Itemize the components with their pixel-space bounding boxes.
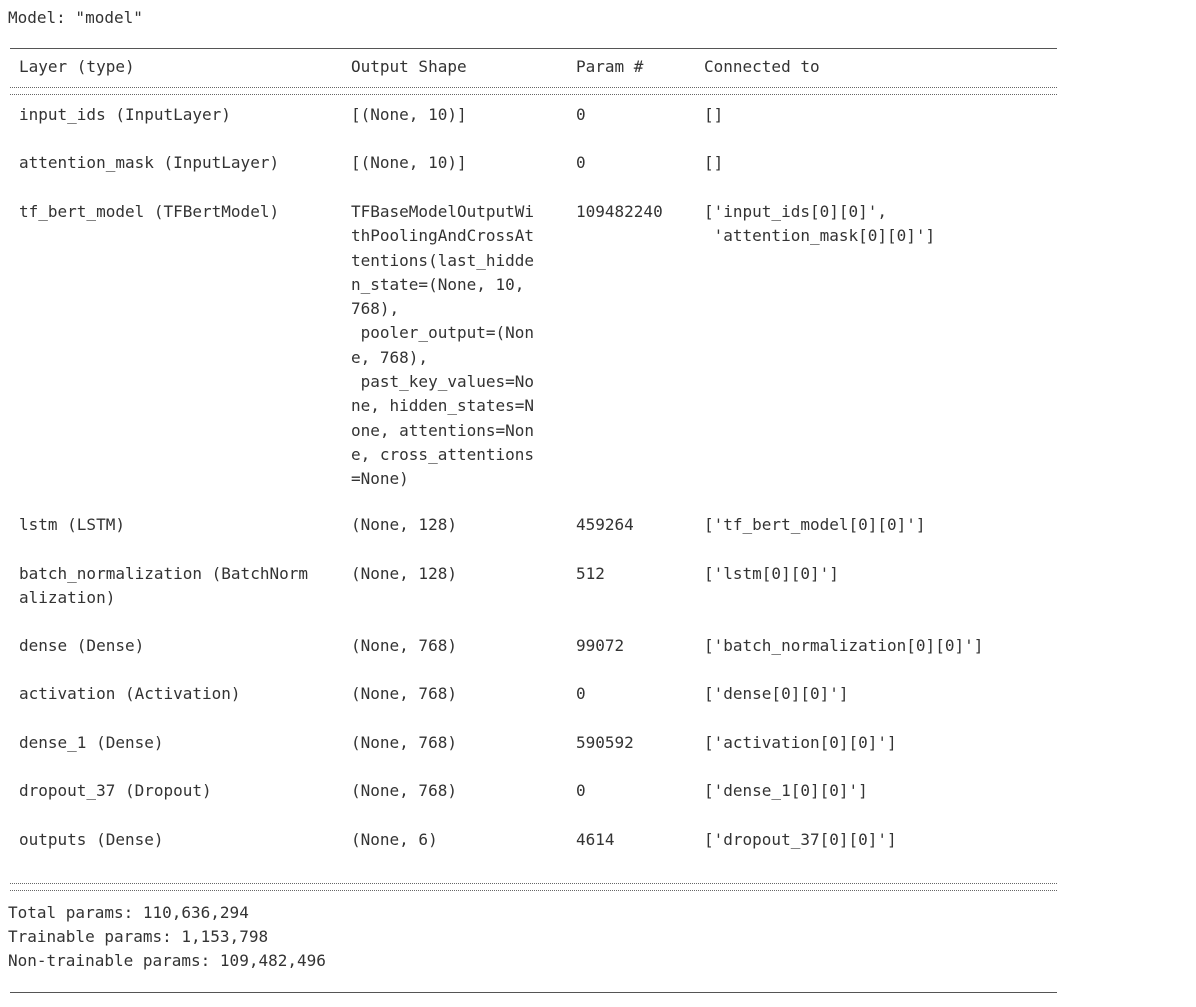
param-count: 459264 bbox=[576, 515, 634, 534]
layer-name: outputs (Dense) bbox=[19, 830, 164, 849]
layer-name: dense (Dense) bbox=[19, 636, 145, 655]
param-count: 0 bbox=[576, 153, 586, 172]
output-shape: (None, 128) bbox=[351, 515, 457, 534]
layer-name: lstm (LSTM) bbox=[19, 515, 125, 534]
param-count: 512 bbox=[576, 564, 605, 583]
model-title: Model: "model" bbox=[8, 8, 143, 27]
bottom-rule bbox=[10, 992, 1057, 993]
output-shape: (None, 768) bbox=[351, 684, 457, 703]
connected-to: ['batch_normalization[0][0]'] bbox=[704, 636, 984, 655]
output-shape: (None, 6) bbox=[351, 830, 438, 849]
connected-to: ['dense[0][0]'] bbox=[704, 684, 849, 703]
param-count: 0 bbox=[576, 781, 586, 800]
connected-to: ['dense_1[0][0]'] bbox=[704, 781, 868, 800]
param-count: 590592 bbox=[576, 733, 634, 752]
output-shape: [(None, 10)] bbox=[351, 153, 467, 172]
layer-name: dropout_37 (Dropout) bbox=[19, 781, 212, 800]
layer-name: input_ids (InputLayer) bbox=[19, 105, 231, 124]
non-trainable-params: Non-trainable params: 109,482,496 bbox=[8, 951, 326, 970]
param-count: 4614 bbox=[576, 830, 615, 849]
connected-to: [] bbox=[704, 153, 724, 172]
header-output-shape: Output Shape bbox=[351, 57, 467, 76]
top-rule bbox=[10, 48, 1057, 49]
trainable-params: Trainable params: 1,153,798 bbox=[8, 927, 269, 946]
output-shape: [(None, 10)] bbox=[351, 105, 467, 124]
layer-name: activation (Activation) bbox=[19, 684, 241, 703]
header-connected-to: Connected to bbox=[704, 57, 820, 76]
connected-to: ['input_ids[0][0]', 'attention_mask[0][0]'] bbox=[704, 202, 936, 246]
output-shape: (None, 768) bbox=[351, 781, 457, 800]
layer-name: dense_1 (Dense) bbox=[19, 733, 164, 752]
header-double-rule bbox=[10, 87, 1057, 95]
connected-to: ['dropout_37[0][0]'] bbox=[704, 830, 897, 849]
layer-name: tf_bert_model (TFBertModel) bbox=[19, 202, 280, 221]
layer-name: attention_mask (InputLayer) bbox=[19, 153, 280, 172]
connected-to: ['activation[0][0]'] bbox=[704, 733, 897, 752]
param-count: 99072 bbox=[576, 636, 625, 655]
param-count: 0 bbox=[576, 684, 586, 703]
param-count: 109482240 bbox=[576, 202, 663, 221]
total-params: Total params: 110,636,294 bbox=[8, 903, 249, 922]
header-param-count: Param # bbox=[576, 57, 644, 76]
param-count: 0 bbox=[576, 105, 586, 124]
output-shape: (None, 768) bbox=[351, 636, 457, 655]
connected-to: [] bbox=[704, 105, 724, 124]
header-layer-type: Layer (type) bbox=[19, 57, 135, 76]
output-shape: (None, 768) bbox=[351, 733, 457, 752]
output-shape: (None, 128) bbox=[351, 564, 457, 583]
output-shape: TFBaseModelOutputWi thPoolingAndCrossAt tentions(last_hidde n_state=(None, 10, 768), pooler_output=(Non e, 768), past_key_values=No ne, hidden_states=N one, attentions=Non e, cross_attentions =None) bbox=[351, 202, 535, 489]
layer-name: batch_normalization (BatchNorm alization) bbox=[19, 564, 308, 608]
connected-to: ['lstm[0][0]'] bbox=[704, 564, 839, 583]
footer-double-rule bbox=[10, 883, 1057, 891]
connected-to: ['tf_bert_model[0][0]'] bbox=[704, 515, 926, 534]
